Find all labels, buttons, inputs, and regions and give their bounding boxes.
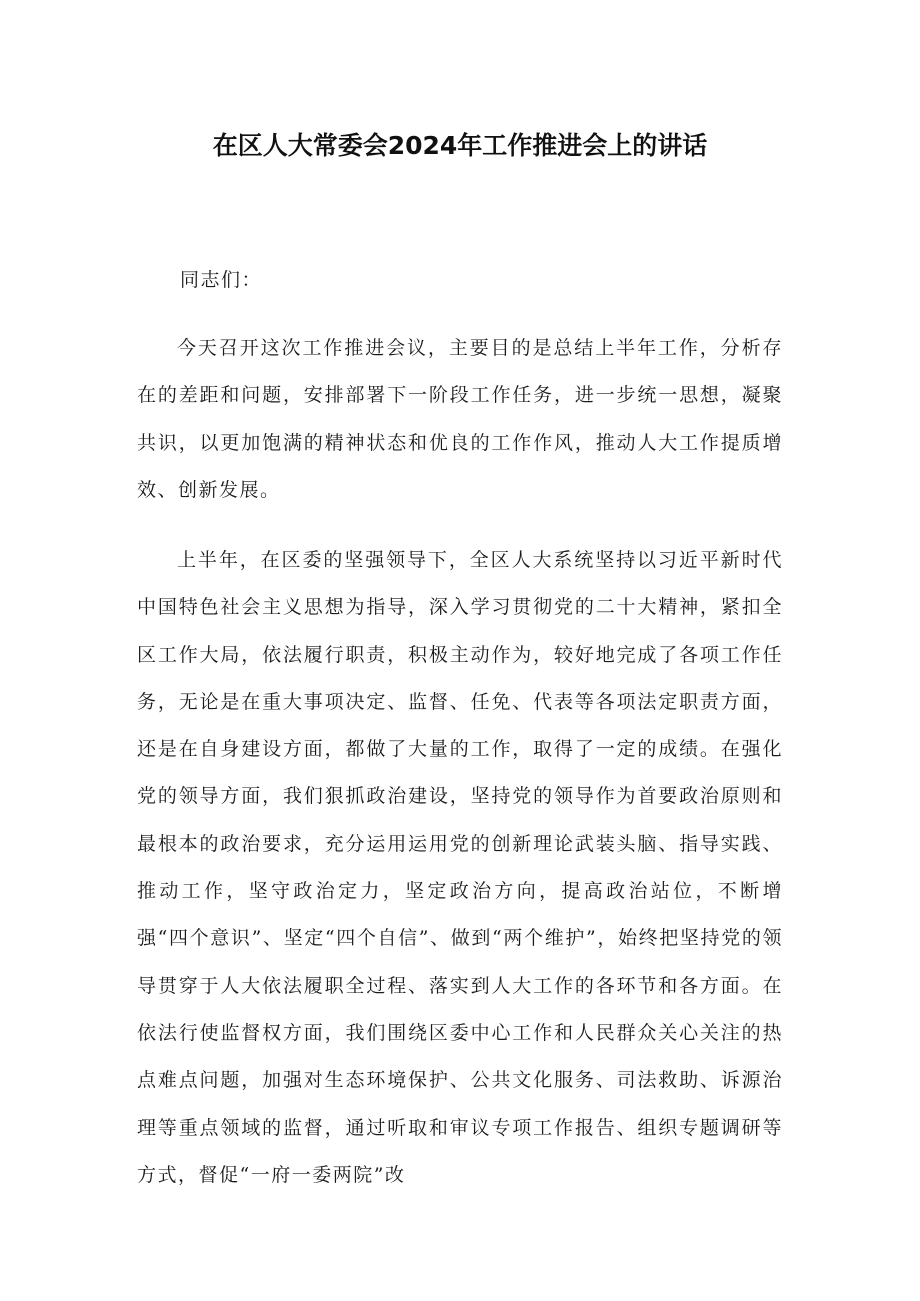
paragraph-block (137, 325, 783, 514)
document-title: 在区人大常委会2024年工作推进会上的讲话 (212, 131, 708, 160)
paragraph: 上半年，在区委的坚强领导下，全区人大系统坚持以习近平新时代中国特色社会主义思想为指导，深入学习贯彻党的二十大精神，紧扣全区工作大局，依法履行职责，积极主动作为，较好地完成了各项工作任务，无论是在重大事项决定、监督、任免、代表等各项法定职责方面，还是在自身建设方面，都做了大量的工作，取得了一定的成绩。在强化党的领导方面，我们狠抓政治建设，坚持党的领导作为首要政治原则和最根本的政治要求，充分运用运用党的创新理论武装头脑、指导实践、推动工作，坚守政治定力，坚定政治方向，提高政治站位，不断增强“四个意识”、坚定“四个自信”、做到“两个维护”，始终把坚持党的领导贯穿于人大依法履职全过程、落实到人大工作的各环节和各方面。在依法行使监督权方面，我们围绕区委中心工作和人民群众关心关注的热点难点问题，加强对生态环境保护、公共文化服务、司法救助、诉源治理等重点领域的监督，通过听取和审议专项工作报告、组织专题调研等方式，督促“一府一委两院”改 (137, 549, 783, 1186)
paragraph: 今天召开这次工作推进会议，主要目的是总结上半年工作，分析存在的差距和问题，安排部署下一阶段工作任务，进一步统一思想，凝聚共识，以更加饱满的精神状态和优良的工作作风，推动人大工作提质增效、创新发展。 (137, 337, 783, 501)
paragraph-block (137, 537, 783, 1199)
salutation: 同志们： (180, 269, 263, 291)
